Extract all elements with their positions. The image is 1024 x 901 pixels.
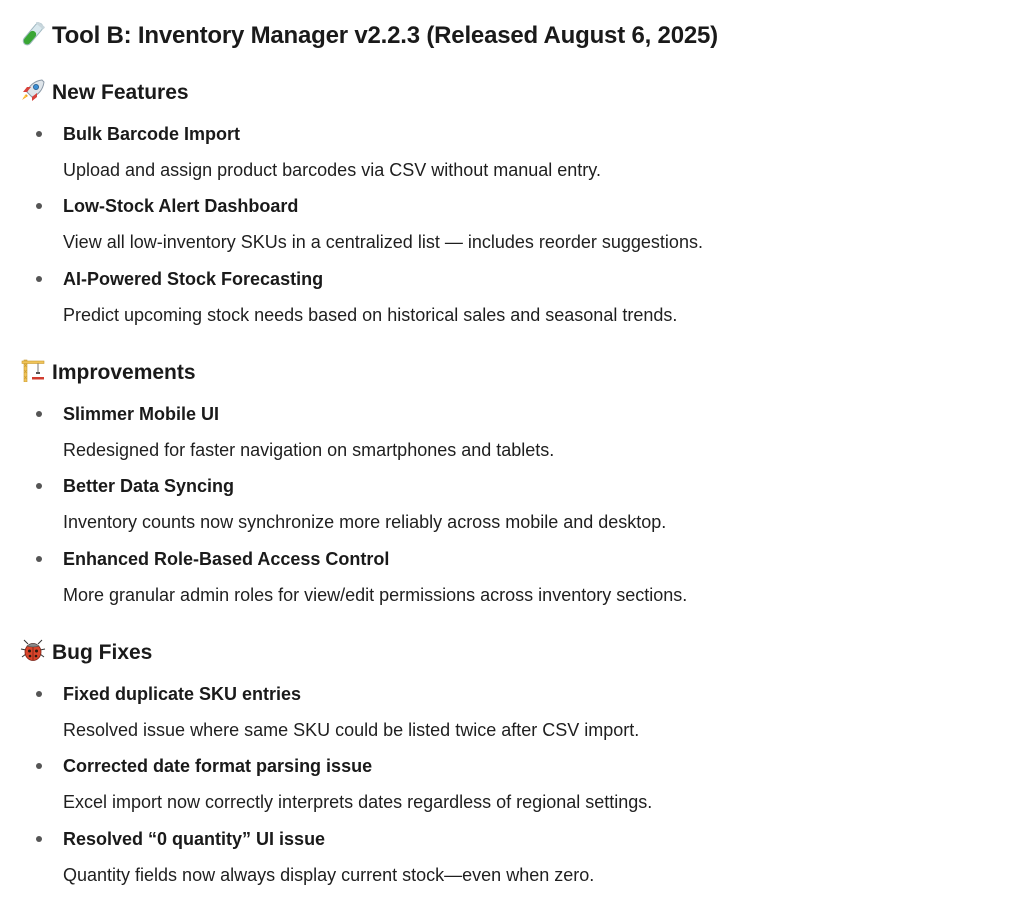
section-heading-bug-fixes <box>20 638 152 667</box>
list-item-description: Inventory counts now synchronize more reliably across mobile and desktop. <box>63 512 667 532</box>
bullet-icon <box>36 411 42 417</box>
list-item-title: Fixed duplicate SKU entries <box>63 684 302 704</box>
section-heading-text: Bug Fixes <box>52 641 153 664</box>
list-item-title: Enhanced Role-Based Access Control <box>63 549 390 569</box>
list-item-title: Low-Stock Alert Dashboard <box>63 196 299 216</box>
list-item-description: Predict upcoming stock needs based on historical sales and seasonal trends. <box>63 305 678 325</box>
list-item-title: Better Data Syncing <box>63 476 235 496</box>
bullet-icon <box>36 203 42 209</box>
list-item-description: Resolved issue where same SKU could be listed twice after CSV import. <box>63 720 640 740</box>
bullet-icon <box>36 131 42 137</box>
list-item-description: Excel import now correctly interprets dates regardless of regional settings. <box>63 792 653 812</box>
bullet-icon <box>36 691 42 697</box>
test-tube-icon <box>20 22 46 46</box>
section-heading-text: New Features <box>52 81 189 104</box>
list-item-title: Resolved “0 quantity” UI issue <box>63 829 326 849</box>
rocket-icon <box>20 78 46 102</box>
list-item-title: AI-Powered Stock Forecasting <box>63 269 324 289</box>
bullet-icon <box>36 556 42 562</box>
list-item-title: Bulk Barcode Import <box>63 124 241 144</box>
section-heading-text: Improvements <box>52 361 196 384</box>
construction-crane-icon <box>20 358 46 382</box>
section-heading-improvements <box>20 358 196 387</box>
bullet-icon <box>36 276 42 282</box>
list-item-description: Redesigned for faster navigation on smartphones and tablets. <box>63 440 555 460</box>
bullet-icon <box>36 836 42 842</box>
list-item-description: View all low-inventory SKUs in a centralized list — includes reorder suggestions. <box>63 232 703 252</box>
section-heading-new-features <box>20 78 189 107</box>
list-item-description: Quantity fields now always display current stock—even when zero. <box>63 865 595 885</box>
page-title-text: Tool B: Inventory Manager v2.2.3 (Released August 6, 2025) <box>52 22 718 49</box>
list-item-description: More granular admin roles for view/edit permissions across inventory sections. <box>63 585 688 605</box>
ladybug-icon <box>20 638 46 662</box>
page-title <box>20 20 718 52</box>
list-item-title: Corrected date format parsing issue <box>63 756 373 776</box>
list-item-description: Upload and assign product barcodes via CSV without manual entry. <box>63 160 601 180</box>
bullet-icon <box>36 763 42 769</box>
list-item-title: Slimmer Mobile UI <box>63 404 220 424</box>
bullet-icon <box>36 483 42 489</box>
